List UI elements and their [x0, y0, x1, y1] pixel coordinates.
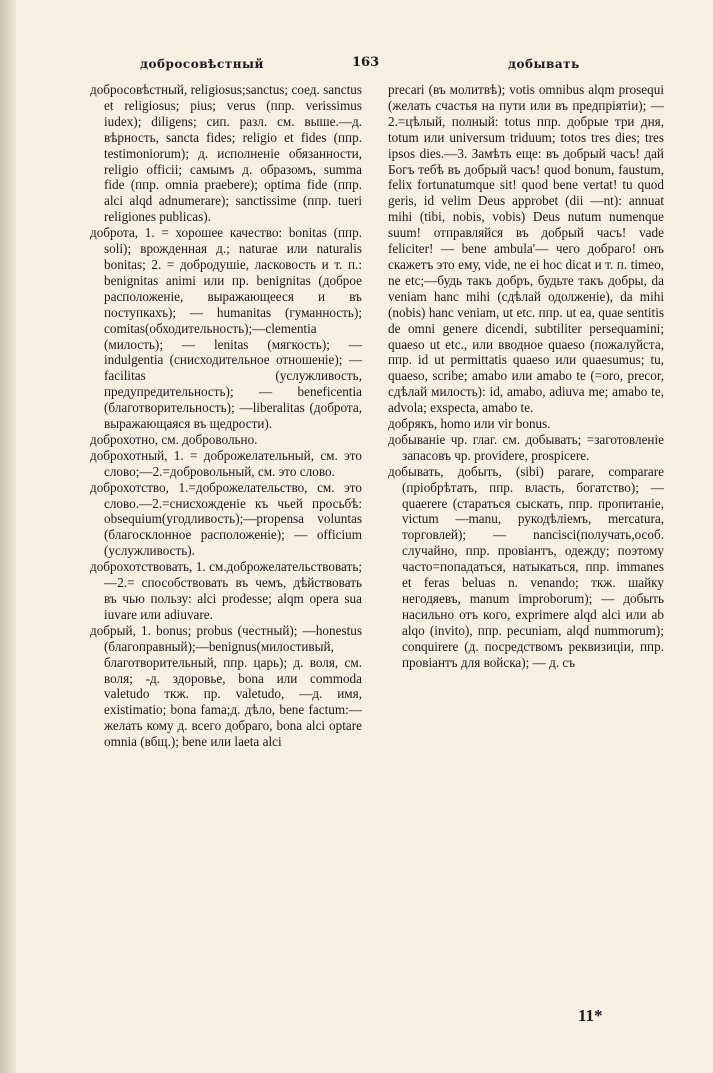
dictionary-entry: добывать, добыть, (sibi) parare, comparare (пріобрѣтать, ппр. власть, богатство); — quaerere (стараться сыскать, ппр. пропитаніе, victum —manu, рукодѣліемъ, mercatura, торговлей); — nancisci(получать,особ. случайно, ппр. провіантъ, одежду; поэтому часто=попадаться, натыкаться, ппр. immanes et feras beluas n. venando; ткж. шайку негодяевъ, manum improborum); — добыть насильно отъ кого, exprimere alqd alci или ab alqo (invito), ппр. pecuniam, alqd nummorum); conquirere (д. посредствомъ реквизиціи, ппр. провіантъ для войска); — д. съ — [388, 463, 664, 670]
dictionary-entry: доброхотство, 1.=доброжелательство, см. это слово.—2.=снисхожденіе къ чьей просьбѣ: obsequium(угодливость);—propensa voluntas (благосклонное расположеніе); — officium (услужливость). — [90, 479, 362, 559]
dictionary-entry: добрякъ, homo или vir bonus. — [388, 416, 551, 432]
header-left-guide-word: добросовѣстный — [140, 57, 264, 71]
dictionary-entry: доброхотствовать, 1. см.доброжелательствовать;—2.= способствовать въ чемъ, дѣйствовать въ чью пользу: alci prodesse; alqm opera sua iuvare или adiuvare. — [90, 559, 362, 622]
header-right-guide-word: добывать — [508, 57, 580, 71]
dictionary-entry: доброхотный, 1. = доброжелательный, см. это слово;—2.=добровольный, см. это слово. — [90, 447, 362, 479]
dictionary-entry: добросовѣстный, religiosus;sanctus; соед. sanctus et religiosus; pius; verus (ппр. verissimus iudex); diligens; сип. разл. см. выше.—д. вѣрность, sancta fides; religio et fides (ппр. testimoniorum); д. исполненіе обязанности, religio officii; самымъ д. образомъ, summa fide (ппр. omnia praebere); optima fide (ппр. alci alqd adnumerare); sanctissime (ппр. tueri religiones publicas). — [90, 82, 362, 225]
dictionary-entry: добрый, 1. bonus; probus (честный); —honestus (благоправный);—benignus(милостивый, благотворительный, ппр. царь); д. воля, см. воля; -д. здоровье, bona или commoda valetudo ткж. пр. valetudo, —д. имя, existimatio; bona fama;д. дѣло, bene factum:—желать кому д. всего добраго, bona alci optare omnia (вбщ.); bene или laeta alci — [90, 622, 362, 750]
running-header — [90, 55, 670, 77]
page-number: 163 — [352, 55, 380, 70]
dictionary-entry: доброта, 1. = хорошее качество: bonitas (ппр. soli); врожденная д.; naturae или naturalis bonitas; 2. = добродушіе, ласковость и т. п.: benignitas animi или пр. benignitas (доброе расположеніе, выражающееся и въ поступкахъ); — humanitas (гуманность); comitas(обходительность);—clementia (милость); — lenitas (мягкость); — indulgentia (снисходительное отношеніе); — facilitas (услужливость, предупредительность); — beneficentia (благотворительность); —liberalitas (доброта, выражающаяся въ щедрости). — [90, 225, 362, 432]
left-column — [90, 82, 362, 750]
dictionary-entry: доброхотно, см. добровольно. — [90, 431, 258, 447]
dictionary-entry: добываніе чр. глаг. см. добывать; =заготовленіе запасовъ чр. providere, prospicere. — [388, 431, 664, 463]
page-binding-shadow — [0, 0, 16, 1073]
dictionary-entry-continued: precari (въ молитвѣ); votis omnibus alqm prosequi (желать счастья на пути или въ предпріятіи); —2.=цѣлый, полный: totus ппр. добрые три дня, totum или universum triduum; totos tres dies; tres ipsos dies.—3. Замѣть еще: въ добрый часъ! дай Богъ тебѣ въ добрый часъ! quod bonum, faustum, felix fortunatumque sit! quod bene vertat! tu quod geris, id velim Deus approbet (dii —nt): annuat mihi (tibi, nobis, vobis) Deus nutum numenque suum! отправляйся въ добрый часъ! vade feliciter! — bene ambula'— чего добраго! онъ скажетъ это ему, vide, ne ei hoc dicat и т. п. timeo, ne etc;—будь такъ добръ, будьте такъ добры, da veniam hanc mihi (сдѣлай одолженіе), da mihi (nobis) hanc veniam, ut etc. ппр. ut ea, quae sentitis de omni genere dicendi, subtiliter persequamini; quaeso ut etc., или вводное quaeso (пожалуйста, ппр. id ut permittatis quaeso или quaesumus; tu, quaeso, scribe; amabo или amabo te (=oro, precor, сдѣлай милость): id, amabo, adiuva me; amabo te, advola; exspecta, amabo te. — [388, 82, 664, 416]
signature-mark: 11* — [578, 1006, 603, 1025]
right-column — [388, 82, 664, 671]
